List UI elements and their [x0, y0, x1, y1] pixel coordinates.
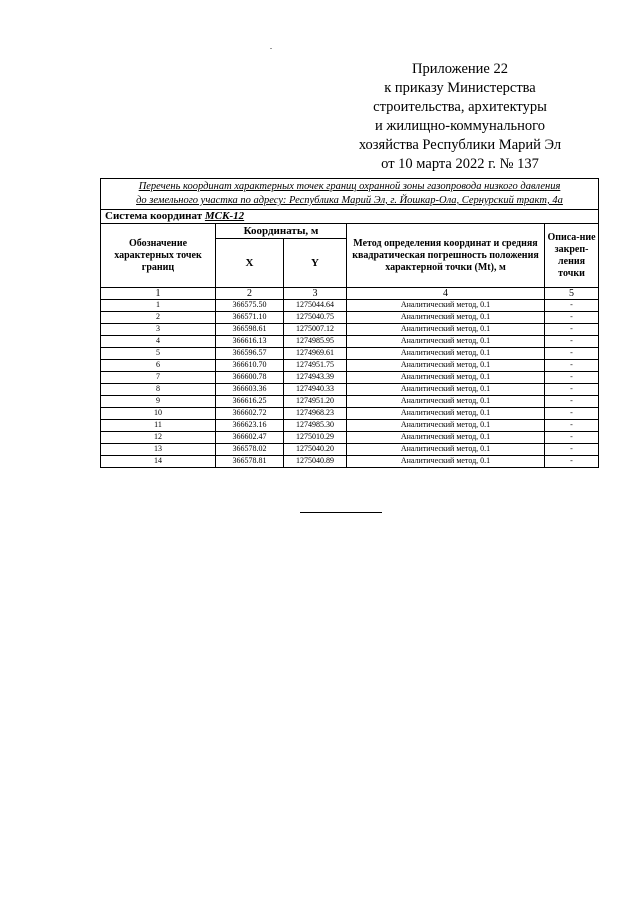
x-coordinate-cell: 366616.13: [216, 336, 284, 348]
coordinate-system: [101, 210, 599, 224]
y-coordinate-cell: 1275010.29: [284, 432, 347, 444]
point-number-cell: 10: [101, 408, 216, 420]
header-line: хозяйства Республики Марий Эл: [358, 137, 562, 153]
x-coordinate-cell: 366578.81: [216, 456, 284, 468]
table-row: [101, 420, 599, 432]
point-number-cell: 8: [101, 384, 216, 396]
table-row: [101, 456, 599, 468]
method-cell: Аналитический метод, 0.1: [347, 324, 545, 336]
method-cell: Аналитический метод, 0.1: [347, 312, 545, 324]
description-cell: -: [545, 456, 599, 468]
description-cell: -: [545, 348, 599, 360]
point-number-cell: 1: [101, 300, 216, 312]
header-x: X: [216, 239, 284, 288]
description-cell: -: [545, 360, 599, 372]
x-coordinate-cell: 366623.16: [216, 420, 284, 432]
header-description: Описа-ние закреп-ления точки: [545, 224, 599, 288]
table-row: [101, 360, 599, 372]
y-coordinate-cell: 1274943.39: [284, 372, 347, 384]
point-number-cell: 3: [101, 324, 216, 336]
table-title-line-2: до земельного участка по адресу: Республика Марий Эл, г. Йошкар-Ола, Сернурский тракт, 4а: [136, 195, 563, 206]
column-number: 5: [545, 288, 599, 300]
method-cell: Аналитический метод, 0.1: [347, 336, 545, 348]
y-coordinate-cell: 1274985.95: [284, 336, 347, 348]
point-number-cell: 12: [101, 432, 216, 444]
y-coordinate-cell: 1275044.64: [284, 300, 347, 312]
method-cell: Аналитический метод, 0.1: [347, 384, 545, 396]
x-coordinate-cell: 366603.36: [216, 384, 284, 396]
column-number: 3: [284, 288, 347, 300]
coordinate-system-value: МСК-12: [204, 210, 245, 222]
header-line: Приложение 22: [412, 61, 508, 77]
description-cell: -: [545, 408, 599, 420]
header-line: к приказу Министерства: [384, 80, 536, 96]
y-coordinate-cell: 1275040.75: [284, 312, 347, 324]
closing-rule: [300, 512, 382, 513]
coordinates-table-container: [100, 178, 598, 468]
y-coordinate-cell: 1274951.20: [284, 396, 347, 408]
column-number: 2: [216, 288, 284, 300]
column-number: 1: [101, 288, 216, 300]
table-row: [101, 432, 599, 444]
table-row: [101, 312, 599, 324]
y-coordinate-cell: 1275007.12: [284, 324, 347, 336]
method-cell: Аналитический метод, 0.1: [347, 456, 545, 468]
x-coordinate-cell: 366610.70: [216, 360, 284, 372]
x-coordinate-cell: 366575.50: [216, 300, 284, 312]
description-cell: -: [545, 396, 599, 408]
method-cell: Аналитический метод, 0.1: [347, 360, 545, 372]
x-coordinate-cell: 366596.57: [216, 348, 284, 360]
table-title-line-1: Перечень координат характерных точек границ охранной зоны газопровода низкого давления: [138, 181, 561, 192]
coordinates-table: [100, 178, 599, 468]
point-number-cell: 11: [101, 420, 216, 432]
header-line: и жилищно-коммунального: [374, 118, 546, 134]
method-cell: Аналитический метод, 0.1: [347, 348, 545, 360]
table-row: [101, 384, 599, 396]
x-coordinate-cell: 366571.10: [216, 312, 284, 324]
description-cell: -: [545, 312, 599, 324]
y-coordinate-cell: 1275040.20: [284, 444, 347, 456]
header-line: строительства, архитектуры: [373, 99, 547, 115]
x-coordinate-cell: 366602.72: [216, 408, 284, 420]
x-coordinate-cell: 366602.47: [216, 432, 284, 444]
method-cell: Аналитический метод, 0.1: [347, 396, 545, 408]
point-number-cell: 4: [101, 336, 216, 348]
table-row: [101, 408, 599, 420]
table-row: [101, 324, 599, 336]
point-number-cell: 6: [101, 360, 216, 372]
y-coordinate-cell: 1274985.30: [284, 420, 347, 432]
y-coordinate-cell: 1274969.61: [284, 348, 347, 360]
scan-speck: [270, 48, 272, 49]
x-coordinate-cell: 366600.78: [216, 372, 284, 384]
column-number: 4: [347, 288, 545, 300]
header-y: Y: [284, 239, 347, 288]
description-cell: -: [545, 384, 599, 396]
method-cell: Аналитический метод, 0.1: [347, 408, 545, 420]
method-cell: Аналитический метод, 0.1: [347, 372, 545, 384]
table-row: [101, 336, 599, 348]
y-coordinate-cell: 1274940.33: [284, 384, 347, 396]
method-cell: Аналитический метод, 0.1: [347, 444, 545, 456]
point-number-cell: 13: [101, 444, 216, 456]
description-cell: -: [545, 420, 599, 432]
table-row: [101, 300, 599, 312]
y-coordinate-cell: 1275040.89: [284, 456, 347, 468]
table-row: [101, 372, 599, 384]
y-coordinate-cell: 1274968.23: [284, 408, 347, 420]
table-row: [101, 396, 599, 408]
table-row: [101, 348, 599, 360]
table-row: [101, 444, 599, 456]
x-coordinate-cell: 366616.25: [216, 396, 284, 408]
point-number-cell: 7: [101, 372, 216, 384]
point-number-cell: 2: [101, 312, 216, 324]
method-cell: Аналитический метод, 0.1: [347, 432, 545, 444]
x-coordinate-cell: 366598.61: [216, 324, 284, 336]
method-cell: Аналитический метод, 0.1: [347, 300, 545, 312]
header-line: от 10 марта 2022 г. № 137: [381, 156, 539, 172]
description-cell: -: [545, 372, 599, 384]
table-title: [101, 179, 599, 210]
point-number-cell: 5: [101, 348, 216, 360]
header-method: Метод определения координат и средняя квадратическая погрешность положения характерной точки (Mt), м: [347, 224, 545, 288]
description-cell: -: [545, 432, 599, 444]
coordinate-system-label: Система координат: [105, 210, 205, 222]
header-coordinates: Координаты, м: [216, 224, 347, 239]
header-designation: Обозначение характерных точек границ: [101, 224, 216, 288]
y-coordinate-cell: 1274951.75: [284, 360, 347, 372]
x-coordinate-cell: 366578.02: [216, 444, 284, 456]
appendix-header: [340, 60, 580, 174]
description-cell: -: [545, 300, 599, 312]
point-number-cell: 14: [101, 456, 216, 468]
description-cell: -: [545, 324, 599, 336]
description-cell: -: [545, 444, 599, 456]
description-cell: -: [545, 336, 599, 348]
method-cell: Аналитический метод, 0.1: [347, 420, 545, 432]
point-number-cell: 9: [101, 396, 216, 408]
